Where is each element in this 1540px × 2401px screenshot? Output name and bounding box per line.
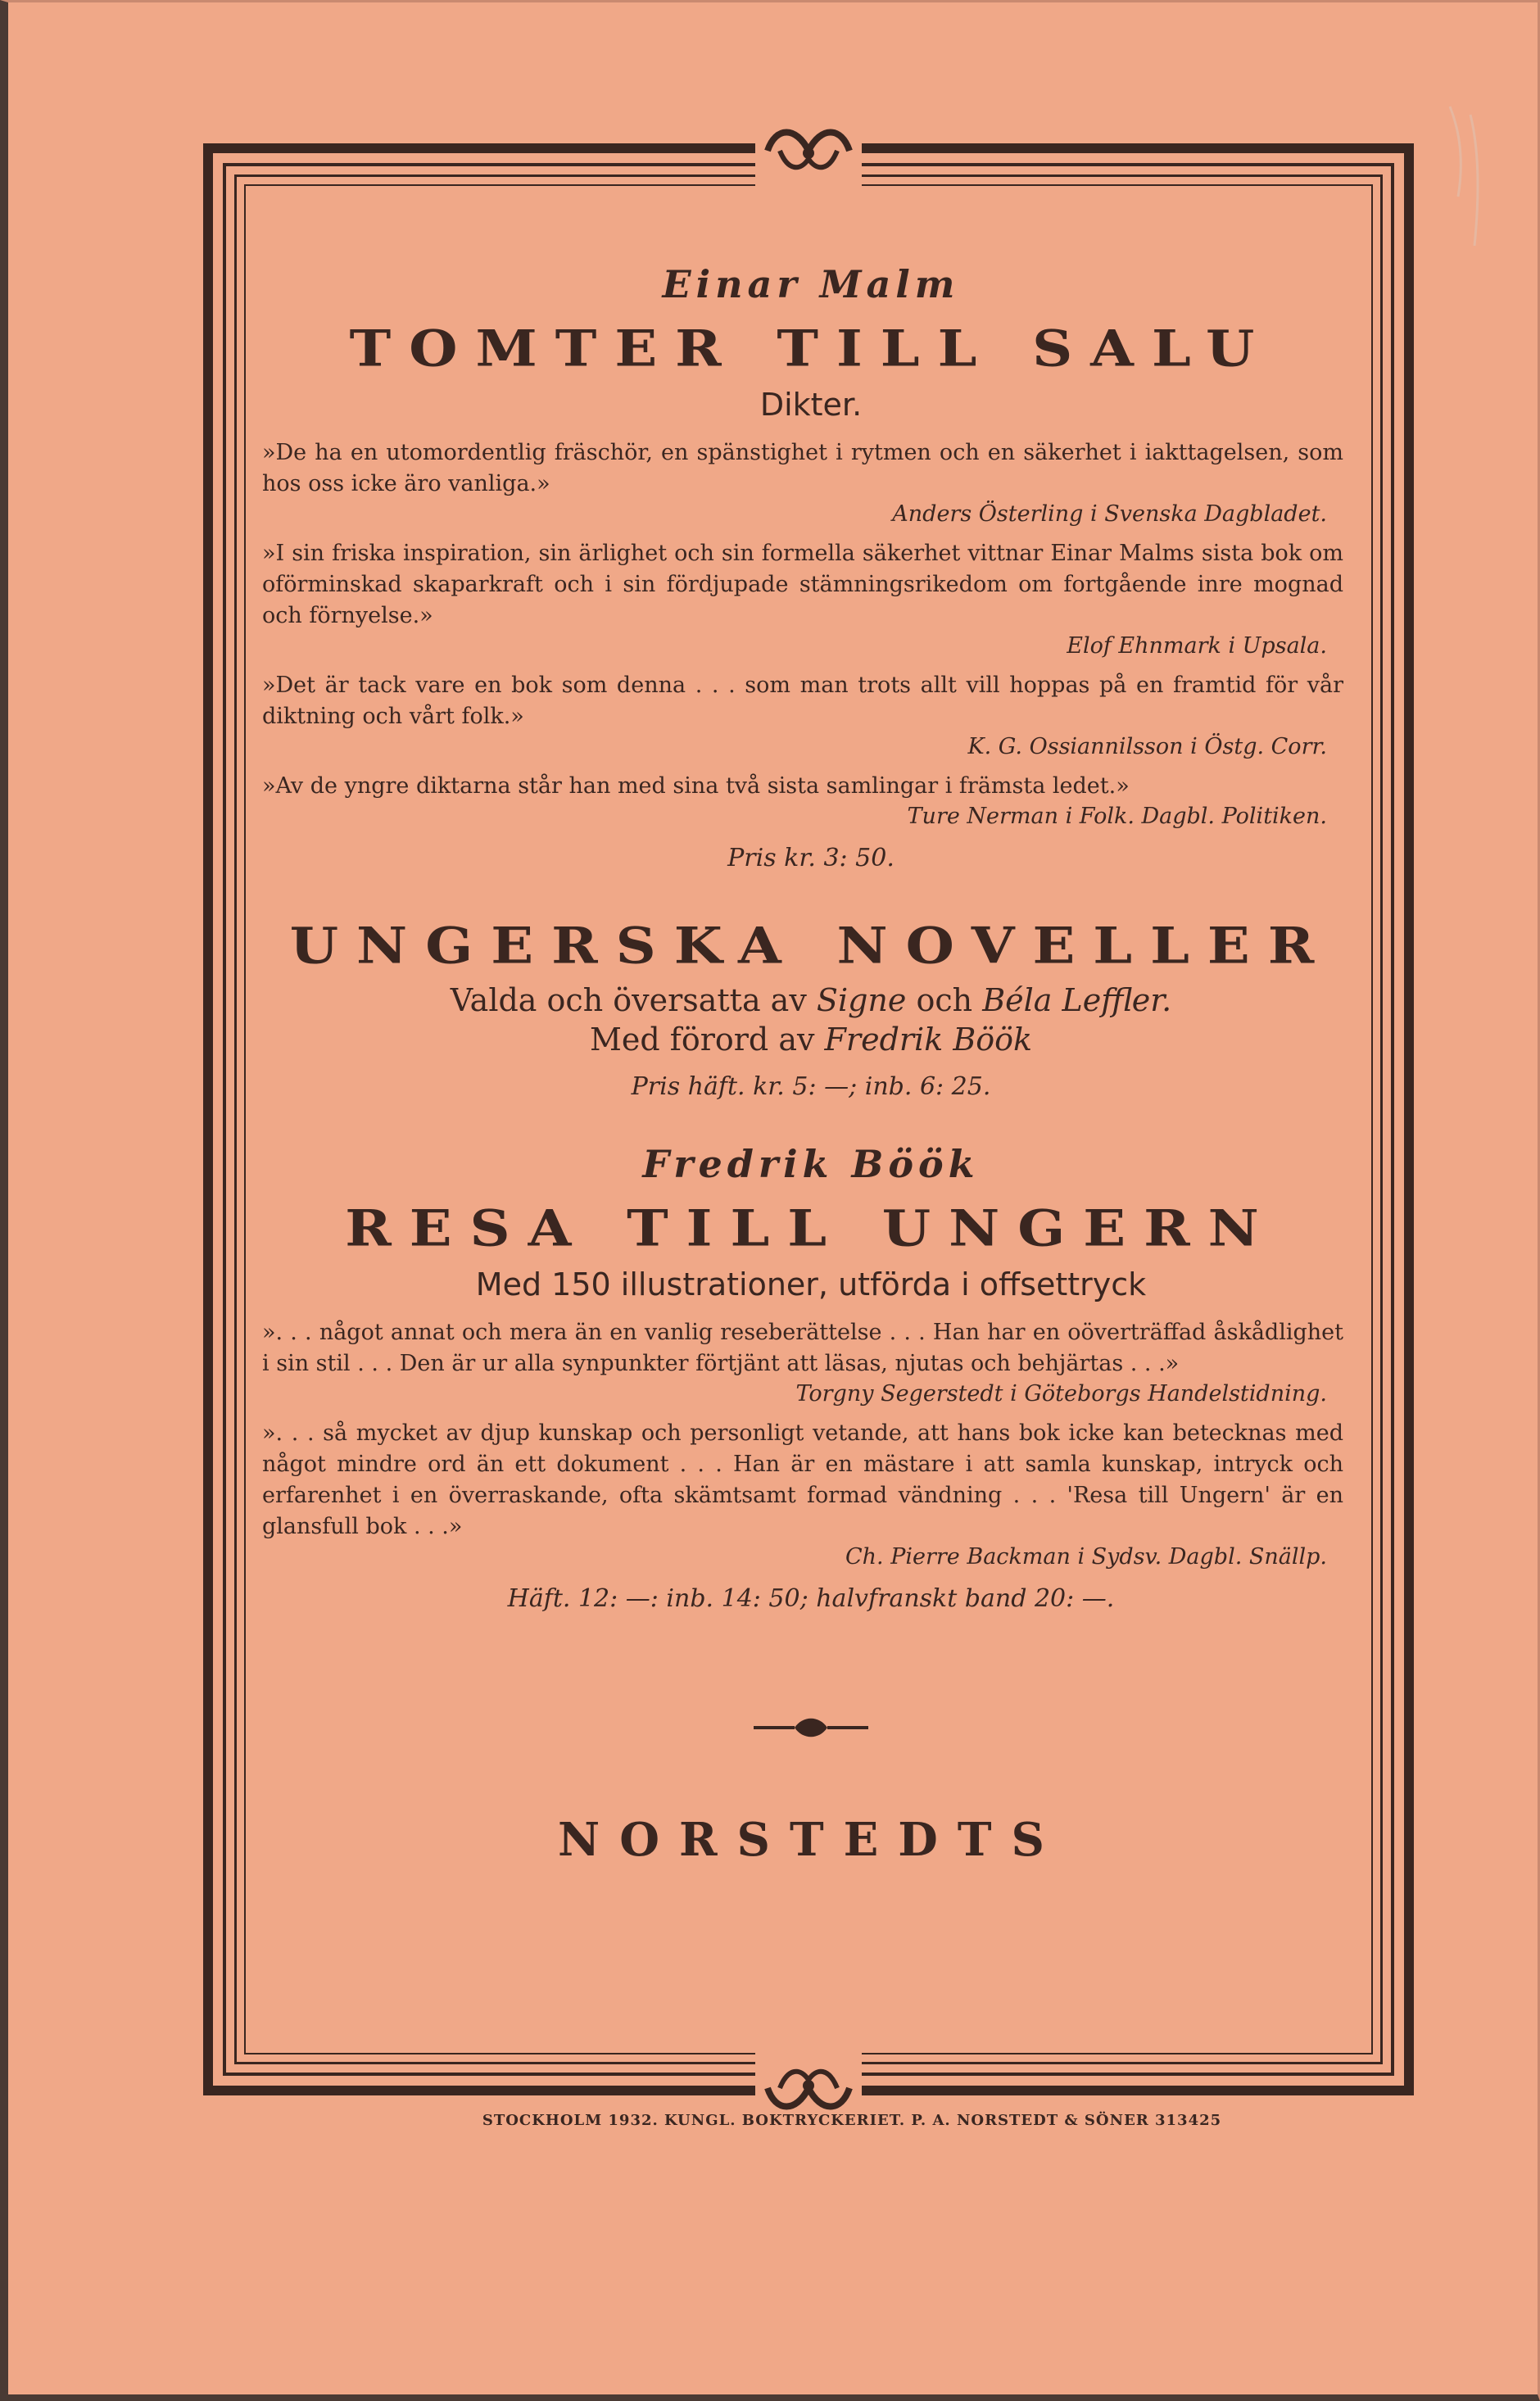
- book3-quote-1: ». . . något annat och mera än en vanlig reseberättelse . . . Han har en oöverträffad åskådlighet i sin stil . . . Den är ur alla synpunkter förtjänt att läsas, njutas och behjärtas . . .»: [262, 1320, 1343, 1376]
- book1-author: Einar Malm: [662, 262, 960, 306]
- book3-title: RESA TILL UNGERN: [345, 1199, 1277, 1258]
- book1-cite-3: K. G. Ossiannilsson i Östg. Corr.: [967, 734, 1327, 759]
- book1-quote-1: »De ha en utomordentlig fräschör, en spänstighet i rytmen och en säkerhet i iakttagelsen, som hos oss icke äro vanliga.»: [262, 440, 1343, 496]
- book3-author: Fredrik Böök: [642, 1142, 980, 1186]
- book1-quote-4: »Av de yngre diktarna står han med sina två sista samlingar i främsta ledet.»: [262, 773, 1130, 799]
- printer-imprint: STOCKHOLM 1932. KUNGL. BOKTRYCKERIET. P. A. NORSTEDT & SÖNER 313425: [482, 2112, 1222, 2129]
- book3-cite-2: Ch. Pierre Backman i Sydsv. Dagbl. Snällp.: [845, 1544, 1327, 1570]
- book1-title: TOMTER TILL SALU: [349, 319, 1273, 378]
- top-ornament-icon: [755, 114, 862, 188]
- publisher-name: NORSTEDTS: [558, 1813, 1064, 1867]
- advertisement-content: [246, 229, 1376, 1867]
- book2-translators: Valda och översatta av Signe och Béla Leffler.: [450, 982, 1172, 1018]
- book1-quote-2: »I sin friska inspiration, sin ärlighet och sin formella säkerhet vittnar Einar Malms sista bok om oförminskad skaparkraft och i sin fördjupade stämningsrikedom om fortgående inre mognad och förnyelse.»: [262, 541, 1343, 628]
- book1-cite-1: Anders Österling i Svenska Dagbladet.: [892, 501, 1327, 527]
- book1-subtitle: Dikter.: [759, 387, 863, 423]
- book3-quote-2: ». . . så mycket av djup kunskap och personligt vetande, att hans bok icke kan betecknas med något mindre ord än ett dokument . . . Han är en mästare i att samla kunskap, intryck och erfarenhet i en överraskande, ofta skämtsamt formad vändning . . . 'Resa till Ungern' är en glansfull bok . . .»: [262, 1420, 1343, 1539]
- divider-ornament-icon: [745, 1711, 876, 1744]
- book1-price: Pris kr. 3: 50.: [727, 844, 895, 872]
- book3-subtitle: Med 150 illustrationer, utförda i offsettryck: [475, 1266, 1147, 1302]
- book3-cite-1: Torgny Segerstedt i Göteborgs Handelstidning.: [795, 1381, 1327, 1407]
- book2-foreword: Med förord av Fredrik Böök: [589, 1022, 1033, 1058]
- book2-title: UNGERSKA NOVELLER: [289, 917, 1333, 976]
- paper-scratch: [1442, 98, 1491, 262]
- book3-price: Häft. 12: —: inb. 14: 50; halvfranskt band 20: —.: [507, 1584, 1115, 1613]
- book2-price: Pris häft. kr. 5: —; inb. 6: 25.: [631, 1072, 991, 1101]
- book1-quote-3: »Det är tack vare en bok som denna . . . som man trots allt vill hoppas på en framtid för vår diktning och vårt folk.»: [262, 673, 1343, 729]
- book1-cite-2: Elof Ehnmark i Upsala.: [1067, 633, 1327, 659]
- book1-cite-4: Ture Nerman i Folk. Dagbl. Politiken.: [907, 804, 1327, 829]
